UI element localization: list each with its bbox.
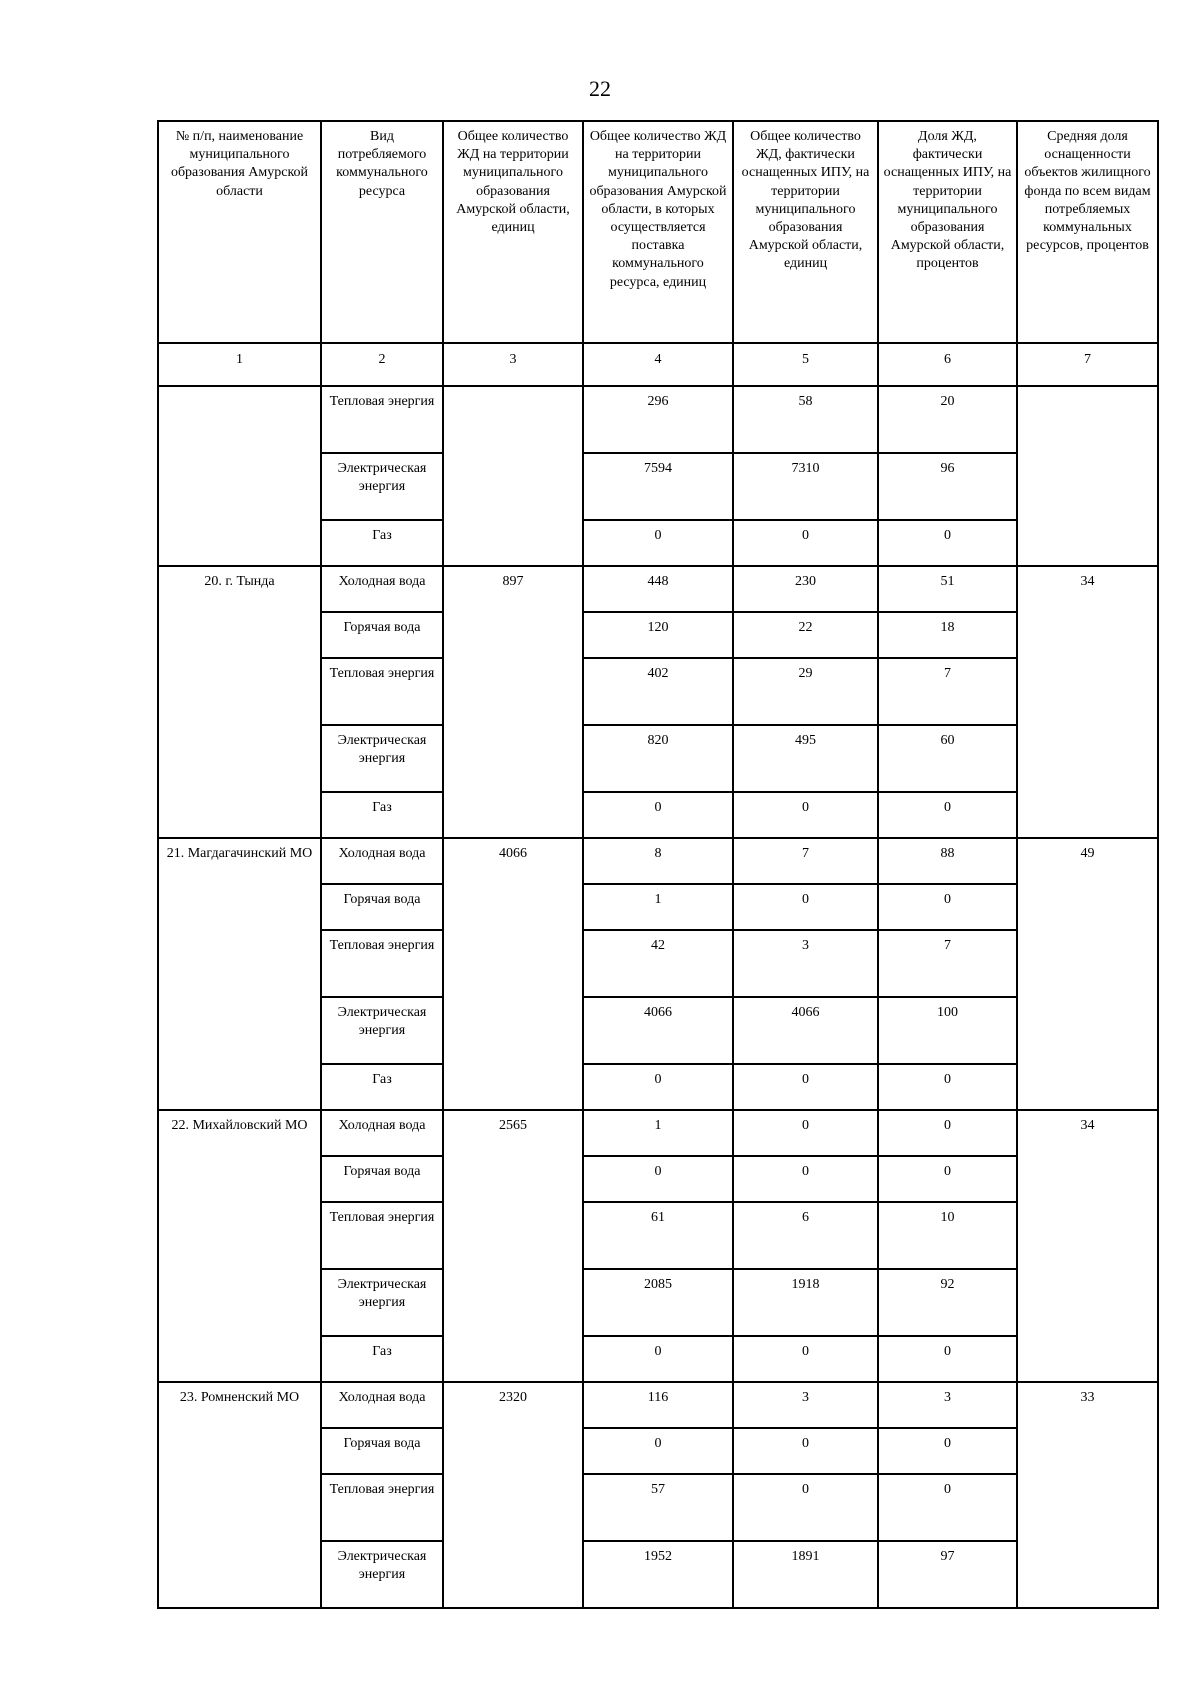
- resource-cell: Электрическая энергия: [321, 1269, 443, 1336]
- share-cell: 0: [878, 792, 1017, 838]
- supplied-cell: 120: [583, 612, 733, 658]
- total-houses-cell: 897: [443, 566, 583, 838]
- table-row: [158, 838, 1158, 884]
- equipped-cell: 1918: [733, 1269, 878, 1336]
- share-cell: 0: [878, 1156, 1017, 1202]
- resource-cell: Холодная вода: [321, 838, 443, 884]
- average-share-cell: 49: [1017, 838, 1158, 1110]
- equipped-cell: 0: [733, 792, 878, 838]
- table-row: [158, 1110, 1158, 1156]
- share-cell: 0: [878, 1336, 1017, 1382]
- share-cell: 92: [878, 1269, 1017, 1336]
- header-total-houses: Общее количество ЖД на территории муниципального образования Амурской области, единиц: [443, 121, 583, 343]
- supplied-cell: 42: [583, 930, 733, 997]
- resource-cell: Холодная вода: [321, 566, 443, 612]
- resource-cell: Горячая вода: [321, 1156, 443, 1202]
- resource-cell: Тепловая энергия: [321, 930, 443, 997]
- supplied-cell: 448: [583, 566, 733, 612]
- share-cell: 3: [878, 1382, 1017, 1428]
- equipped-cell: 0: [733, 1336, 878, 1382]
- share-cell: 0: [878, 884, 1017, 930]
- share-cell: 51: [878, 566, 1017, 612]
- share-cell: 0: [878, 1428, 1017, 1474]
- share-cell: 10: [878, 1202, 1017, 1269]
- share-cell: 0: [878, 1474, 1017, 1541]
- resource-cell: Газ: [321, 520, 443, 566]
- supplied-cell: 0: [583, 520, 733, 566]
- header-resource-type: Вид потребляемого коммунального ресурса: [321, 121, 443, 343]
- data-table: [157, 120, 1159, 1609]
- share-cell: 18: [878, 612, 1017, 658]
- column-number-row: [158, 343, 1158, 386]
- equipped-cell: 7: [733, 838, 878, 884]
- supplied-cell: 296: [583, 386, 733, 453]
- supplied-cell: 57: [583, 1474, 733, 1541]
- supplied-cell: 0: [583, 1428, 733, 1474]
- resource-cell: Электрическая энергия: [321, 997, 443, 1064]
- equipped-cell: 0: [733, 1156, 878, 1202]
- supplied-cell: 1952: [583, 1541, 733, 1608]
- column-number: 7: [1017, 343, 1158, 386]
- equipped-cell: 0: [733, 520, 878, 566]
- equipped-cell: 4066: [733, 997, 878, 1064]
- equipped-cell: 230: [733, 566, 878, 612]
- supplied-cell: 7594: [583, 453, 733, 520]
- resource-cell: Тепловая энергия: [321, 658, 443, 725]
- equipped-cell: 22: [733, 612, 878, 658]
- share-cell: 0: [878, 1064, 1017, 1110]
- total-houses-cell: [443, 386, 583, 566]
- column-number: 5: [733, 343, 878, 386]
- resource-cell: Горячая вода: [321, 1428, 443, 1474]
- supplied-cell: 4066: [583, 997, 733, 1064]
- average-share-cell: 34: [1017, 566, 1158, 838]
- equipped-cell: 7310: [733, 453, 878, 520]
- resource-cell: Тепловая энергия: [321, 1202, 443, 1269]
- total-houses-cell: 4066: [443, 838, 583, 1110]
- equipped-cell: 0: [733, 1474, 878, 1541]
- equipped-cell: 1891: [733, 1541, 878, 1608]
- municipality-cell: 23. Ромненский МО: [158, 1382, 321, 1608]
- resource-cell: Тепловая энергия: [321, 386, 443, 453]
- resource-cell: Тепловая энергия: [321, 1474, 443, 1541]
- supplied-cell: 0: [583, 1156, 733, 1202]
- table-row: [158, 1382, 1158, 1428]
- resource-cell: Электрическая энергия: [321, 725, 443, 792]
- column-number: 1: [158, 343, 321, 386]
- share-cell: 7: [878, 930, 1017, 997]
- table-row: [158, 386, 1158, 453]
- share-cell: 88: [878, 838, 1017, 884]
- average-share-cell: [1017, 386, 1158, 566]
- header-average-share: Средняя доля оснащенности объектов жилищного фонда по всем видам потребляемых коммунальных ресурсов, процентов: [1017, 121, 1158, 343]
- total-houses-cell: 2565: [443, 1110, 583, 1382]
- supplied-cell: 116: [583, 1382, 733, 1428]
- header-equipped-houses: Общее количество ЖД, фактически оснащенных ИПУ, на территории муниципального образования Амурской области, единиц: [733, 121, 878, 343]
- supplied-cell: 0: [583, 1336, 733, 1382]
- supplied-cell: 1: [583, 884, 733, 930]
- resource-cell: Газ: [321, 1064, 443, 1110]
- equipped-cell: 0: [733, 1110, 878, 1156]
- equipped-cell: 495: [733, 725, 878, 792]
- share-cell: 7: [878, 658, 1017, 725]
- resource-cell: Электрическая энергия: [321, 453, 443, 520]
- share-cell: 60: [878, 725, 1017, 792]
- header-row: [158, 121, 1158, 343]
- share-cell: 0: [878, 1110, 1017, 1156]
- resource-cell: Газ: [321, 792, 443, 838]
- equipped-cell: 0: [733, 884, 878, 930]
- table-row: [158, 566, 1158, 612]
- column-number: 6: [878, 343, 1017, 386]
- resource-cell: Холодная вода: [321, 1110, 443, 1156]
- municipality-cell: 20. г. Тында: [158, 566, 321, 838]
- supplied-cell: 61: [583, 1202, 733, 1269]
- equipped-cell: 3: [733, 1382, 878, 1428]
- total-houses-cell: 2320: [443, 1382, 583, 1608]
- supplied-cell: 402: [583, 658, 733, 725]
- column-number: 4: [583, 343, 733, 386]
- share-cell: 100: [878, 997, 1017, 1064]
- resource-cell: Электрическая энергия: [321, 1541, 443, 1608]
- municipality-cell: [158, 386, 321, 566]
- equipped-cell: 3: [733, 930, 878, 997]
- resource-cell: Холодная вода: [321, 1382, 443, 1428]
- average-share-cell: 34: [1017, 1110, 1158, 1382]
- equipped-cell: 29: [733, 658, 878, 725]
- supplied-cell: 820: [583, 725, 733, 792]
- share-cell: 97: [878, 1541, 1017, 1608]
- resource-cell: Горячая вода: [321, 612, 443, 658]
- column-number: 2: [321, 343, 443, 386]
- share-cell: 0: [878, 520, 1017, 566]
- equipped-cell: 0: [733, 1064, 878, 1110]
- average-share-cell: 33: [1017, 1382, 1158, 1608]
- equipped-cell: 0: [733, 1428, 878, 1474]
- supplied-cell: 2085: [583, 1269, 733, 1336]
- resource-cell: Горячая вода: [321, 884, 443, 930]
- page-number: 22: [589, 76, 611, 101]
- header-supplied-houses: Общее количество ЖД на территории муниципального образования Амурской области, в которых осуществляется поставка коммунального ресурса, единиц: [583, 121, 733, 343]
- supplied-cell: 0: [583, 792, 733, 838]
- municipality-cell: 22. Михайловский МО: [158, 1110, 321, 1382]
- equipped-cell: 6: [733, 1202, 878, 1269]
- supplied-cell: 0: [583, 1064, 733, 1110]
- resource-cell: Газ: [321, 1336, 443, 1382]
- share-cell: 96: [878, 453, 1017, 520]
- municipality-cell: 21. Магдагачинский МО: [158, 838, 321, 1110]
- share-cell: 20: [878, 386, 1017, 453]
- header-municipality: № п/п, наименование муниципального образования Амурской области: [158, 121, 321, 343]
- header-equipped-share: Доля ЖД, фактически оснащенных ИПУ, на территории муниципального образования Амурской области, процентов: [878, 121, 1017, 343]
- supplied-cell: 1: [583, 1110, 733, 1156]
- column-number: 3: [443, 343, 583, 386]
- supplied-cell: 8: [583, 838, 733, 884]
- equipped-cell: 58: [733, 386, 878, 453]
